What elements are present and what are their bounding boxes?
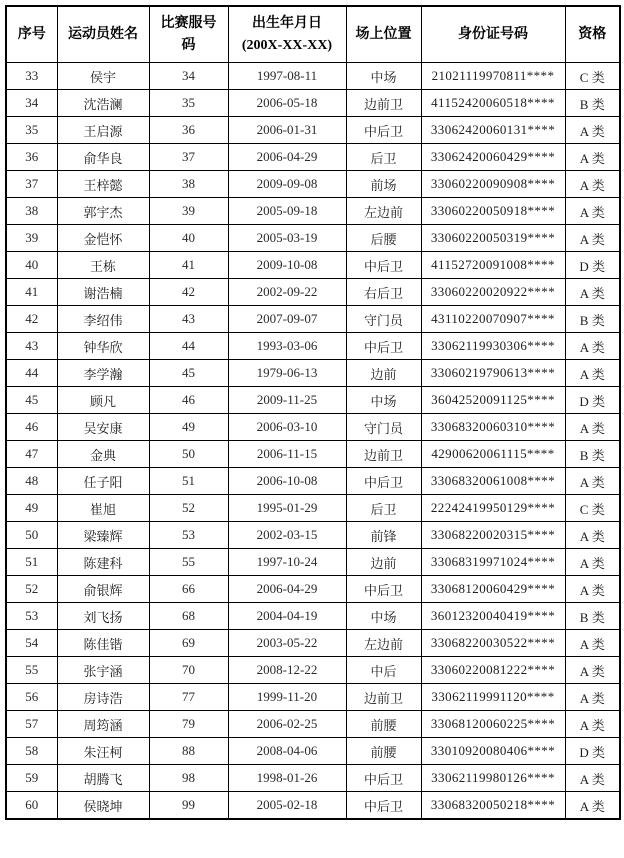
cell-grade: A 类 bbox=[565, 333, 620, 360]
cell-index: 46 bbox=[6, 414, 57, 441]
cell-birth: 2007-09-07 bbox=[228, 306, 346, 333]
cell-id: 41152420060518**** bbox=[421, 90, 565, 117]
cell-position: 边前 bbox=[346, 549, 421, 576]
cell-position: 边前 bbox=[346, 360, 421, 387]
cell-id: 33068320050218**** bbox=[421, 792, 565, 820]
table-row bbox=[6, 252, 620, 279]
table-row bbox=[6, 306, 620, 333]
cell-jersey: 45 bbox=[149, 360, 228, 387]
cell-grade: D 类 bbox=[565, 387, 620, 414]
cell-jersey: 38 bbox=[149, 171, 228, 198]
cell-name: 俞华良 bbox=[57, 144, 149, 171]
column-header-label: 身份证号码 bbox=[458, 26, 528, 42]
table-row bbox=[6, 522, 620, 549]
cell-index: 55 bbox=[6, 657, 57, 684]
cell-position: 前腰 bbox=[346, 711, 421, 738]
cell-index: 40 bbox=[6, 252, 57, 279]
cell-name: 王栋 bbox=[57, 252, 149, 279]
cell-index: 56 bbox=[6, 684, 57, 711]
cell-id: 33060220050319**** bbox=[421, 225, 565, 252]
table-row bbox=[6, 279, 620, 306]
cell-position: 中后卫 bbox=[346, 333, 421, 360]
cell-birth: 2006-02-25 bbox=[228, 711, 346, 738]
table-row bbox=[6, 63, 620, 90]
cell-jersey: 53 bbox=[149, 522, 228, 549]
table-row bbox=[6, 549, 620, 576]
cell-birth: 2005-09-18 bbox=[228, 198, 346, 225]
cell-name: 李绍伟 bbox=[57, 306, 149, 333]
cell-id: 33062420060429**** bbox=[421, 144, 565, 171]
column-header-birth bbox=[228, 6, 346, 63]
cell-jersey: 69 bbox=[149, 630, 228, 657]
table-row bbox=[6, 576, 620, 603]
cell-name: 房诗浩 bbox=[57, 684, 149, 711]
table-row bbox=[6, 387, 620, 414]
cell-index: 43 bbox=[6, 333, 57, 360]
cell-birth: 2009-11-25 bbox=[228, 387, 346, 414]
cell-position: 中场 bbox=[346, 63, 421, 90]
cell-grade: B 类 bbox=[565, 306, 620, 333]
cell-birth: 2006-10-08 bbox=[228, 468, 346, 495]
column-header-sublabel: (200X-XX-XX) bbox=[241, 37, 333, 53]
cell-name: 胡腾飞 bbox=[57, 765, 149, 792]
cell-id: 33010920080406**** bbox=[421, 738, 565, 765]
cell-id: 33068220020315**** bbox=[421, 522, 565, 549]
cell-jersey: 77 bbox=[149, 684, 228, 711]
cell-name: 陈建科 bbox=[57, 549, 149, 576]
cell-index: 57 bbox=[6, 711, 57, 738]
cell-jersey: 55 bbox=[149, 549, 228, 576]
cell-name: 钟华欣 bbox=[57, 333, 149, 360]
cell-index: 34 bbox=[6, 90, 57, 117]
table-row bbox=[6, 468, 620, 495]
cell-grade: A 类 bbox=[565, 198, 620, 225]
column-header-id bbox=[421, 6, 565, 63]
table-row bbox=[6, 765, 620, 792]
table-row bbox=[6, 144, 620, 171]
cell-jersey: 98 bbox=[149, 765, 228, 792]
cell-name: 张宇涵 bbox=[57, 657, 149, 684]
cell-position: 中后卫 bbox=[346, 252, 421, 279]
cell-id: 33062119980126**** bbox=[421, 765, 565, 792]
cell-position: 后卫 bbox=[346, 495, 421, 522]
cell-position: 中后卫 bbox=[346, 792, 421, 820]
cell-birth: 2008-12-22 bbox=[228, 657, 346, 684]
cell-grade: A 类 bbox=[565, 117, 620, 144]
cell-id: 43110220070907**** bbox=[421, 306, 565, 333]
cell-id: 33060220020922**** bbox=[421, 279, 565, 306]
cell-jersey: 70 bbox=[149, 657, 228, 684]
cell-name: 郭宇杰 bbox=[57, 198, 149, 225]
cell-position: 左边前 bbox=[346, 630, 421, 657]
cell-birth: 2006-05-18 bbox=[228, 90, 346, 117]
cell-id: 33060219790613**** bbox=[421, 360, 565, 387]
cell-birth: 2009-09-08 bbox=[228, 171, 346, 198]
cell-jersey: 35 bbox=[149, 90, 228, 117]
cell-position: 边前卫 bbox=[346, 684, 421, 711]
cell-position: 左边前 bbox=[346, 198, 421, 225]
cell-index: 45 bbox=[6, 387, 57, 414]
cell-grade: A 类 bbox=[565, 468, 620, 495]
table-row bbox=[6, 360, 620, 387]
cell-name: 吴安康 bbox=[57, 414, 149, 441]
cell-index: 53 bbox=[6, 603, 57, 630]
cell-grade: A 类 bbox=[565, 549, 620, 576]
cell-index: 54 bbox=[6, 630, 57, 657]
cell-grade: D 类 bbox=[565, 738, 620, 765]
cell-position: 后卫 bbox=[346, 144, 421, 171]
cell-jersey: 36 bbox=[149, 117, 228, 144]
cell-birth: 2006-01-31 bbox=[228, 117, 346, 144]
cell-grade: D 类 bbox=[565, 252, 620, 279]
cell-grade: A 类 bbox=[565, 792, 620, 820]
table-row bbox=[6, 684, 620, 711]
table-row bbox=[6, 225, 620, 252]
cell-grade: A 类 bbox=[565, 360, 620, 387]
table-row bbox=[6, 90, 620, 117]
cell-birth: 2006-11-15 bbox=[228, 441, 346, 468]
cell-name: 顾凡 bbox=[57, 387, 149, 414]
cell-jersey: 50 bbox=[149, 441, 228, 468]
cell-id: 42900620061115**** bbox=[421, 441, 565, 468]
cell-id: 33062119930306**** bbox=[421, 333, 565, 360]
cell-birth: 2006-04-29 bbox=[228, 144, 346, 171]
cell-id: 33068320061008**** bbox=[421, 468, 565, 495]
table-row bbox=[6, 711, 620, 738]
cell-birth: 1999-11-20 bbox=[228, 684, 346, 711]
cell-grade: A 类 bbox=[565, 414, 620, 441]
cell-name: 李学瀚 bbox=[57, 360, 149, 387]
table-body bbox=[6, 63, 620, 820]
cell-id: 33062420060131**** bbox=[421, 117, 565, 144]
cell-index: 48 bbox=[6, 468, 57, 495]
cell-birth: 2004-04-19 bbox=[228, 603, 346, 630]
cell-jersey: 99 bbox=[149, 792, 228, 820]
cell-name: 金典 bbox=[57, 441, 149, 468]
cell-birth: 1995-01-29 bbox=[228, 495, 346, 522]
cell-grade: A 类 bbox=[565, 711, 620, 738]
cell-jersey: 43 bbox=[149, 306, 228, 333]
column-header-label: 出生年月日 bbox=[252, 15, 322, 31]
cell-id: 22242419950129**** bbox=[421, 495, 565, 522]
table-row bbox=[6, 495, 620, 522]
cell-grade: A 类 bbox=[565, 171, 620, 198]
cell-id: 33068120060429**** bbox=[421, 576, 565, 603]
table-row bbox=[6, 603, 620, 630]
cell-birth: 2005-03-19 bbox=[228, 225, 346, 252]
cell-position: 边前卫 bbox=[346, 441, 421, 468]
cell-name: 陈佳锴 bbox=[57, 630, 149, 657]
column-header-index bbox=[6, 6, 57, 63]
cell-index: 49 bbox=[6, 495, 57, 522]
cell-position: 前锋 bbox=[346, 522, 421, 549]
column-header-position bbox=[346, 6, 421, 63]
column-header-label: 序号 bbox=[17, 26, 46, 42]
cell-position: 中后卫 bbox=[346, 765, 421, 792]
cell-birth: 2005-02-18 bbox=[228, 792, 346, 820]
cell-index: 35 bbox=[6, 117, 57, 144]
cell-position: 右后卫 bbox=[346, 279, 421, 306]
cell-index: 42 bbox=[6, 306, 57, 333]
cell-position: 边前卫 bbox=[346, 90, 421, 117]
cell-index: 59 bbox=[6, 765, 57, 792]
cell-grade: A 类 bbox=[565, 279, 620, 306]
cell-index: 39 bbox=[6, 225, 57, 252]
cell-position: 中后 bbox=[346, 657, 421, 684]
cell-name: 崔旭 bbox=[57, 495, 149, 522]
cell-index: 38 bbox=[6, 198, 57, 225]
cell-jersey: 40 bbox=[149, 225, 228, 252]
cell-index: 36 bbox=[6, 144, 57, 171]
cell-index: 37 bbox=[6, 171, 57, 198]
table-row bbox=[6, 792, 620, 820]
column-header-label: 资格 bbox=[578, 26, 607, 42]
cell-name: 沈浩澜 bbox=[57, 90, 149, 117]
cell-name: 谢浩楠 bbox=[57, 279, 149, 306]
cell-index: 47 bbox=[6, 441, 57, 468]
cell-id: 33062119991120**** bbox=[421, 684, 565, 711]
table-row bbox=[6, 441, 620, 468]
column-header-label: 比赛服号码 bbox=[160, 15, 217, 53]
cell-jersey: 68 bbox=[149, 603, 228, 630]
cell-name: 俞银辉 bbox=[57, 576, 149, 603]
cell-grade: B 类 bbox=[565, 603, 620, 630]
cell-grade: A 类 bbox=[565, 657, 620, 684]
cell-position: 中场 bbox=[346, 387, 421, 414]
cell-birth: 1998-01-26 bbox=[228, 765, 346, 792]
cell-index: 44 bbox=[6, 360, 57, 387]
cell-index: 41 bbox=[6, 279, 57, 306]
cell-birth: 2003-05-22 bbox=[228, 630, 346, 657]
cell-position: 中后卫 bbox=[346, 468, 421, 495]
cell-id: 33060220090908**** bbox=[421, 171, 565, 198]
cell-name: 侯晓坤 bbox=[57, 792, 149, 820]
cell-birth: 2009-10-08 bbox=[228, 252, 346, 279]
cell-grade: A 类 bbox=[565, 630, 620, 657]
cell-id: 33068319971024**** bbox=[421, 549, 565, 576]
cell-name: 梁臻辉 bbox=[57, 522, 149, 549]
header-row bbox=[6, 6, 620, 63]
cell-id: 21021119970811**** bbox=[421, 63, 565, 90]
cell-jersey: 88 bbox=[149, 738, 228, 765]
column-header-label: 运动员姓名 bbox=[68, 26, 138, 42]
cell-jersey: 44 bbox=[149, 333, 228, 360]
cell-position: 中后卫 bbox=[346, 576, 421, 603]
cell-id: 41152720091008**** bbox=[421, 252, 565, 279]
cell-grade: A 类 bbox=[565, 576, 620, 603]
cell-name: 任子阳 bbox=[57, 468, 149, 495]
cell-id: 36042520091125**** bbox=[421, 387, 565, 414]
cell-position: 前腰 bbox=[346, 738, 421, 765]
cell-jersey: 51 bbox=[149, 468, 228, 495]
column-header-name bbox=[57, 6, 149, 63]
cell-position: 后腰 bbox=[346, 225, 421, 252]
cell-birth: 1997-08-11 bbox=[228, 63, 346, 90]
table-row bbox=[6, 630, 620, 657]
cell-index: 60 bbox=[6, 792, 57, 820]
cell-birth: 2006-03-10 bbox=[228, 414, 346, 441]
cell-position: 守门员 bbox=[346, 414, 421, 441]
cell-grade: A 类 bbox=[565, 522, 620, 549]
cell-jersey: 34 bbox=[149, 63, 228, 90]
roster-table bbox=[5, 5, 621, 820]
cell-birth: 1993-03-06 bbox=[228, 333, 346, 360]
cell-jersey: 66 bbox=[149, 576, 228, 603]
table-row bbox=[6, 414, 620, 441]
cell-index: 52 bbox=[6, 576, 57, 603]
cell-position: 中场 bbox=[346, 603, 421, 630]
cell-name: 朱汪柯 bbox=[57, 738, 149, 765]
cell-index: 51 bbox=[6, 549, 57, 576]
cell-birth: 2008-04-06 bbox=[228, 738, 346, 765]
cell-birth: 2002-03-15 bbox=[228, 522, 346, 549]
table-row bbox=[6, 117, 620, 144]
cell-index: 50 bbox=[6, 522, 57, 549]
cell-name: 侯宇 bbox=[57, 63, 149, 90]
cell-jersey: 52 bbox=[149, 495, 228, 522]
cell-id: 33060220050918**** bbox=[421, 198, 565, 225]
cell-id: 33068320060310**** bbox=[421, 414, 565, 441]
cell-grade: B 类 bbox=[565, 90, 620, 117]
cell-name: 刘飞扬 bbox=[57, 603, 149, 630]
cell-index: 33 bbox=[6, 63, 57, 90]
cell-jersey: 39 bbox=[149, 198, 228, 225]
cell-jersey: 42 bbox=[149, 279, 228, 306]
cell-birth: 1979-06-13 bbox=[228, 360, 346, 387]
cell-birth: 2002-09-22 bbox=[228, 279, 346, 306]
cell-jersey: 46 bbox=[149, 387, 228, 414]
cell-grade: C 类 bbox=[565, 63, 620, 90]
column-header-jersey bbox=[149, 6, 228, 63]
cell-grade: B 类 bbox=[565, 441, 620, 468]
table-row bbox=[6, 333, 620, 360]
cell-name: 王梓懿 bbox=[57, 171, 149, 198]
cell-grade: A 类 bbox=[565, 765, 620, 792]
cell-jersey: 37 bbox=[149, 144, 228, 171]
cell-index: 58 bbox=[6, 738, 57, 765]
cell-id: 36012320040419**** bbox=[421, 603, 565, 630]
cell-birth: 1997-10-24 bbox=[228, 549, 346, 576]
cell-birth: 2006-04-29 bbox=[228, 576, 346, 603]
cell-jersey: 79 bbox=[149, 711, 228, 738]
cell-jersey: 41 bbox=[149, 252, 228, 279]
cell-name: 金恺怀 bbox=[57, 225, 149, 252]
cell-id: 33060220081222**** bbox=[421, 657, 565, 684]
cell-jersey: 49 bbox=[149, 414, 228, 441]
table-row bbox=[6, 171, 620, 198]
cell-id: 33068220030522**** bbox=[421, 630, 565, 657]
table-row bbox=[6, 738, 620, 765]
cell-grade: C 类 bbox=[565, 495, 620, 522]
cell-id: 33068120060225**** bbox=[421, 711, 565, 738]
cell-position: 中后卫 bbox=[346, 117, 421, 144]
cell-grade: A 类 bbox=[565, 144, 620, 171]
cell-position: 前场 bbox=[346, 171, 421, 198]
cell-grade: A 类 bbox=[565, 684, 620, 711]
table-row bbox=[6, 198, 620, 225]
column-header-label: 场上位置 bbox=[355, 26, 412, 42]
table-row bbox=[6, 657, 620, 684]
cell-grade: A 类 bbox=[565, 225, 620, 252]
cell-position: 守门员 bbox=[346, 306, 421, 333]
cell-name: 周筠涵 bbox=[57, 711, 149, 738]
cell-name: 王启源 bbox=[57, 117, 149, 144]
column-header-grade bbox=[565, 6, 620, 63]
